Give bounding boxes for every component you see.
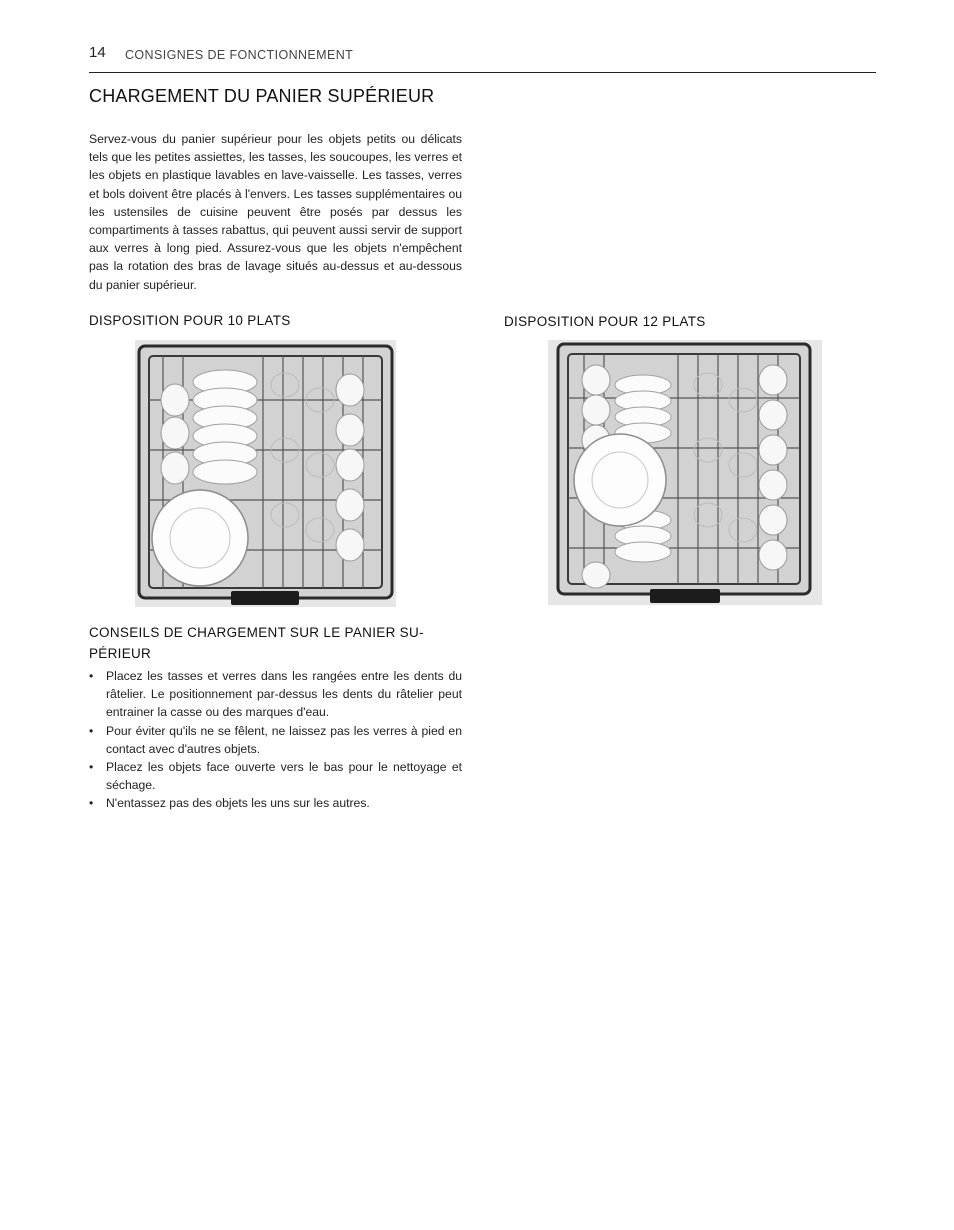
tip-text: N'entassez pas des objets les uns sur les autres. [106,796,370,811]
list-item [89,794,462,812]
list-item [89,667,462,722]
layout-10-heading: DISPOSITION POUR 10 PLATS [89,313,291,328]
tip-text: Placez les objets face ouverte vers le bas pour le nettoyage et séchage. [106,760,462,793]
bullet-icon: • [89,723,94,738]
bullet-icon: • [89,760,94,775]
loading-tips-list [89,667,462,813]
section-title: CHARGEMENT DU PANIER SUPÉRIEUR [89,86,435,106]
dish-rack-12-place-settings-photo [548,340,822,605]
bullet-icon: • [89,669,94,683]
tip-text: Pour éviter qu'ils ne se fêlent, ne laissez pas les verres à pied en contact avec d'autres objets. [106,723,462,756]
bullet-icon: • [89,796,94,811]
loading-tips-heading: CONSEILS DE CHARGEMENT SUR LE PANIER SU-PÉRIEUR [89,625,424,661]
tip-text: Placez les tasses et verres dans les rangées entre les dents du râtelier. Le positionnement par-dessus les dents du râtelier peut entrainer la casse ou des marques d'eau. [106,669,462,720]
running-header: CONSIGNES DE FONCTIONNEMENT [125,48,354,62]
intro-paragraph: Servez-vous du panier supérieur pour les objets petits ou délicats tels que les petites assiettes, les tasses, les soucoupes, les verres et les objets en plastique lavables en lave-vaisselle. Les tasses, verres et bols doivent être placés à l'envers. Les tasses supplémentaires ou les ustensiles de cuisine peuvent être posés par dessus les compartiments à tasses rabattus, qui peuvent aussi servir de support aux verres à long pied. Assurez-vous que les objets n'empêchent pas la rotation des bras de lavage situés au-dessus et au-dessous du panier supérieur. [89,132,462,292]
list-item [89,722,462,758]
layout-12-heading: DISPOSITION POUR 12 PLATS [504,314,706,329]
header-rule [89,72,876,73]
dish-rack-10-place-settings-photo [135,340,396,607]
page-number: 14 [89,44,106,61]
list-item [89,758,462,794]
